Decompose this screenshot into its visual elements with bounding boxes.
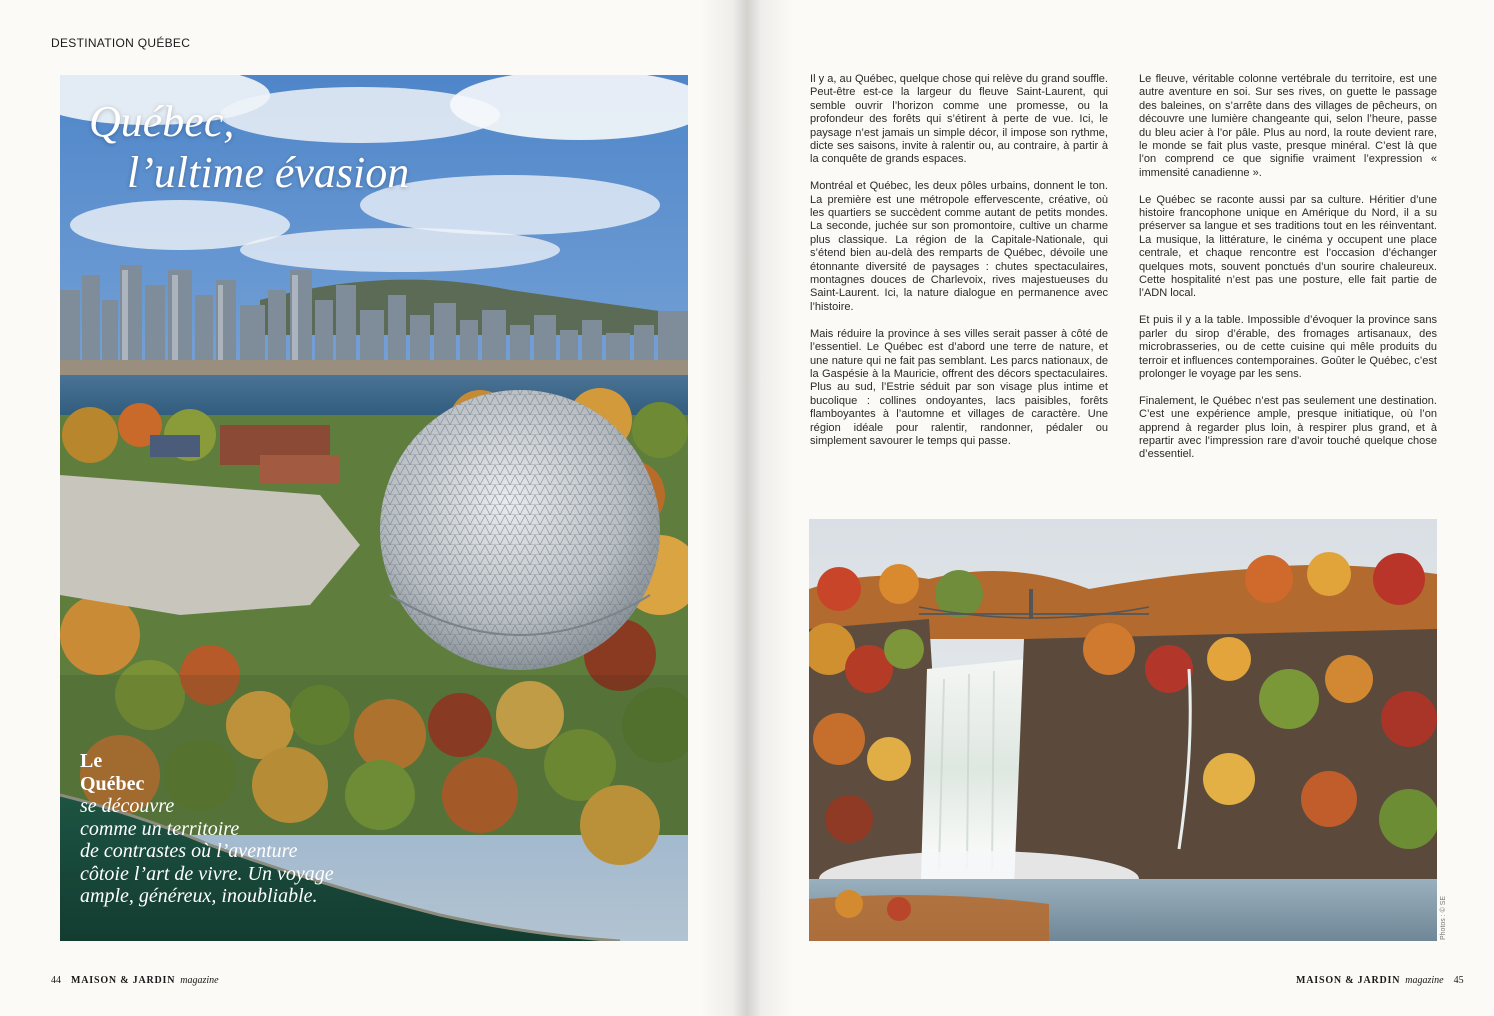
pullquote-line: de contrastes où l’aventure — [80, 840, 298, 862]
pullquote-line: comme un territoire — [80, 817, 240, 840]
magazine-brand: MAISON & JARDIN — [71, 975, 176, 986]
pullquote-line: se découvre — [80, 795, 175, 817]
photo-credit: Photos : © SE — [1440, 895, 1447, 940]
text-column-2 — [1139, 73, 1437, 475]
section-label: DESTINATION QUÉBEC — [51, 36, 191, 50]
pullquote-line: Québec — [80, 772, 145, 795]
pullquote-line: côtoie l’art de vivre. Un voyage — [80, 862, 334, 885]
paragraph: Et puis il y a la table. Impossible d’évoquer la province sans parler du sirop d’érable, des fromages artisanaux, des microbrasseries, ou de cette cuisine qui mêle produits du terroir et influences contemporaines. Goûter le Québec, c’est prolonger le voyage par les sens. — [1139, 314, 1437, 380]
paragraph: Il y a, au Québec, quelque chose qui relève du grand souffle. Peut-être est-ce la largeur du fleuve Saint-Laurent, qui semble ouvrir l’horizon comme une promesse, ou la profondeur des forêts qui s’étirent à perte de vue. Ici, le paysage n’est jamais un simple décor, il impose son rythme, dicte ses saisons, invite à ralentir ou, au contraire, à partir à la conquête de grands espaces. — [810, 73, 1108, 166]
magazine-brand: MAISON & JARDIN — [1296, 975, 1401, 986]
paragraph: Le fleuve, véritable colonne vertébrale du territoire, est une autre aventure en soi. Sur ses rives, on guette le passage des baleines, on s’arrête dans des villages de pêcheurs, on découvre une lumière changeante qui, selon l’heure, passe du bleu acier à l’or pâle. Plus au nord, la route devient rare, le monde se fait plus vaste, presque minéral. C’est là que l’on comprend ce que signifie vraiment l’expression « immensité canadienne ». — [1139, 73, 1437, 179]
montmorency-falls-photo — [809, 519, 1437, 941]
pullquote-line: Le — [80, 750, 103, 772]
page-number: 44 — [51, 975, 61, 986]
magazine-brand-suffix: magazine — [180, 975, 219, 986]
left-folio — [51, 975, 219, 986]
article-title-line1: Québec, — [89, 97, 235, 146]
paragraph: Mais réduire la province à ses villes serait passer à côté de l’essentiel. Le Québec est d’abord une terre de nature, et une nature qui ne fait pas semblant. Les parcs nationaux, de la Gaspésie à la Mauricie, offrent des décors spectaculaires. Plus au sud, l’Estrie séduit par son visage plus intime et bucolique : collines ondoyantes, lacs paisibles, forêts flamboyantes à l’automne et villages de caractère. Une région idéale pour ralentir, randonner, pédaler ou simplement savourer le temps qui passe. — [810, 327, 1108, 447]
right-folio — [1296, 975, 1464, 986]
article-title-line2: l’ultime évasion — [127, 148, 410, 197]
paragraph: Le Québec se raconte aussi par sa culture. Héritier d’une histoire francophone unique en Amérique du Nord, il a su préserver sa langue et ses traditions tout en les réinventant. La musique, la littérature, le cinéma y occupent une place centrale, et chaque rencontre est l’occasion d’échanger quelques mots, souvent ponctués d’un sourire chaleureux. Cette hospitalité n’est pas une posture, elle fait partie de l’ADN local. — [1139, 193, 1437, 300]
pullquote — [80, 750, 440, 908]
text-column-1 — [810, 73, 1108, 462]
page-number: 45 — [1453, 975, 1464, 986]
pullquote-line: ample, généreux, inoubliable. — [80, 885, 318, 907]
magazine-brand-suffix: magazine — [1405, 975, 1444, 986]
paragraph: Montréal et Québec, les deux pôles urbains, donnent le ton. La première est une métropole effervescente, créative, où les quartiers se succèdent comme autant de petits mondes. La seconde, juchée sur son promontoire, cultive un charme plus classique. La région de la Capitale-Nationale, qui s’étend bien au-delà des remparts de Québec, dévoile une étonnante diversité de paysages : chutes spectaculaires, montagnes douces de Charlevoix, rives majestueuses du Saint-Laurent. Ici, la nature dialogue en permanence avec l’histoire. — [810, 180, 1108, 313]
paragraph: Finalement, le Québec n’est pas seulement une destination. C’est une expérience ample, presque initiatique, où l’on apprend à regarder plus loin, à respirer plus grand, et à repartir avec l’impression rare d’avoir touché quelque chose d’essentiel. — [1139, 394, 1437, 461]
